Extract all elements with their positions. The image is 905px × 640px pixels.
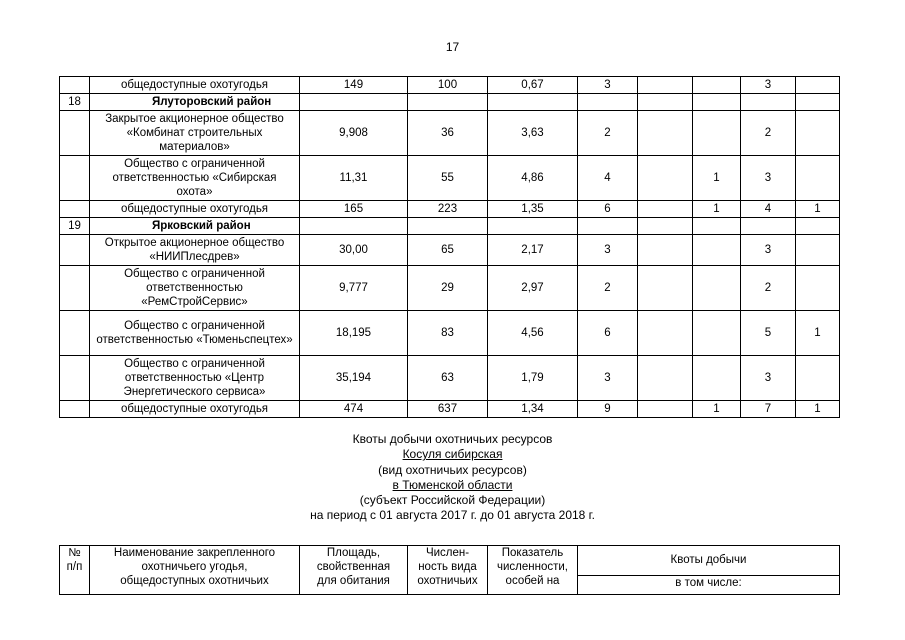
row-number xyxy=(60,201,90,218)
cell-q1 xyxy=(638,266,693,311)
cell-q3: 3 xyxy=(741,77,796,94)
cell-count: 100 xyxy=(408,77,488,94)
cell-indicator: 2,17 xyxy=(488,235,578,266)
cell-count: 36 xyxy=(408,111,488,156)
row-number xyxy=(60,266,90,311)
page-number: 17 xyxy=(445,40,460,54)
hunting-ground-name: общедоступные охотугодья xyxy=(90,77,300,94)
empty-cell xyxy=(408,218,488,235)
empty-cell xyxy=(638,94,693,111)
table-row xyxy=(60,356,840,401)
empty-cell xyxy=(638,218,693,235)
cell-area: 474 xyxy=(300,401,408,418)
cell-q2 xyxy=(693,235,741,266)
cell-indicator: 1,34 xyxy=(488,401,578,418)
cell-q3: 2 xyxy=(741,111,796,156)
cell-q3: 3 xyxy=(741,356,796,401)
cell-q_total: 4 xyxy=(578,156,638,201)
cell-q1 xyxy=(638,356,693,401)
row-number xyxy=(60,401,90,418)
table-row xyxy=(60,401,840,418)
cell-q1 xyxy=(638,235,693,266)
cell-q2 xyxy=(693,311,741,356)
cell-q1 xyxy=(638,156,693,201)
row-number xyxy=(60,311,90,356)
district-row xyxy=(60,218,840,235)
empty-cell xyxy=(300,94,408,111)
cell-indicator: 0,67 xyxy=(488,77,578,94)
hunting-ground-name: Закрытое акционерное общество «Комбинат строительных материалов» xyxy=(90,111,300,156)
empty-cell xyxy=(796,218,840,235)
empty-cell xyxy=(578,94,638,111)
heading-title: Квоты добычи охотничьих ресурсов xyxy=(352,432,553,446)
hunting-ground-name: Общество с ограниченной ответственностью «Сибирская охота» xyxy=(90,156,300,201)
cell-q_total: 3 xyxy=(578,356,638,401)
empty-cell xyxy=(741,94,796,111)
header-quota: Квоты добычи xyxy=(578,546,840,576)
header-indicator: Показатель численности, особей на xyxy=(488,546,578,595)
cell-q4 xyxy=(796,77,840,94)
species-name: Косуля сибирская xyxy=(402,447,503,462)
district-name: Ялуторовский район xyxy=(90,94,300,111)
cell-count: 65 xyxy=(408,235,488,266)
cell-q_total: 9 xyxy=(578,401,638,418)
region-name: в Тюменской области xyxy=(392,477,513,492)
quota-heading xyxy=(0,432,905,524)
row-number xyxy=(60,111,90,156)
empty-cell xyxy=(693,94,741,111)
header-count: Числен- ность вида охотничьих xyxy=(408,546,488,595)
header-including: в том числе: xyxy=(578,575,840,594)
empty-cell xyxy=(488,94,578,111)
table-row xyxy=(60,156,840,201)
cell-q2 xyxy=(693,111,741,156)
cell-q3: 7 xyxy=(741,401,796,418)
cell-q2 xyxy=(693,77,741,94)
cell-count: 29 xyxy=(408,266,488,311)
empty-cell xyxy=(693,218,741,235)
cell-q3: 2 xyxy=(741,266,796,311)
cell-indicator: 2,97 xyxy=(488,266,578,311)
cell-count: 55 xyxy=(408,156,488,201)
period-text: на период с 01 августа 2017 г. до 01 августа 2018 г. xyxy=(310,508,595,523)
row-number xyxy=(60,235,90,266)
hunting-quota-table xyxy=(59,76,840,418)
table-row xyxy=(60,201,840,218)
row-number xyxy=(60,156,90,201)
cell-q2 xyxy=(693,266,741,311)
cell-q_total: 3 xyxy=(578,235,638,266)
cell-q1 xyxy=(638,111,693,156)
cell-q4: 1 xyxy=(796,311,840,356)
cell-q1 xyxy=(638,201,693,218)
cell-indicator: 4,86 xyxy=(488,156,578,201)
cell-q_total: 3 xyxy=(578,77,638,94)
row-number: 18 xyxy=(60,94,90,111)
species-caption: (вид охотничьих ресурсов) xyxy=(378,462,527,477)
row-number xyxy=(60,356,90,401)
hunting-ground-name: Открытое акционерное общество «НИИПлесдрев» xyxy=(90,235,300,266)
cell-q_total: 2 xyxy=(578,111,638,156)
cell-q2: 1 xyxy=(693,401,741,418)
cell-q4: 1 xyxy=(796,201,840,218)
cell-q3: 5 xyxy=(741,311,796,356)
cell-indicator: 1,79 xyxy=(488,356,578,401)
cell-q4 xyxy=(796,356,840,401)
quota-header-table xyxy=(59,545,840,595)
cell-count: 83 xyxy=(408,311,488,356)
cell-q4 xyxy=(796,111,840,156)
cell-q2 xyxy=(693,356,741,401)
cell-area: 11,31 xyxy=(300,156,408,201)
hunting-ground-name: Общество с ограниченной ответственностью «Тюменьспецтех» xyxy=(90,311,300,356)
table-row xyxy=(60,77,840,94)
header-name: Наименование закрепленного охотничьего угодья, общедоступных охотничьих xyxy=(90,546,300,595)
region-caption: (субъект Российской Федерации) xyxy=(359,493,546,508)
cell-q4 xyxy=(796,156,840,201)
cell-q1 xyxy=(638,401,693,418)
hunting-ground-name: общедоступные охотугодья xyxy=(90,201,300,218)
cell-q4 xyxy=(796,235,840,266)
cell-count: 637 xyxy=(408,401,488,418)
district-row xyxy=(60,94,840,111)
cell-area: 165 xyxy=(300,201,408,218)
cell-q3: 3 xyxy=(741,156,796,201)
table-row xyxy=(60,266,840,311)
empty-cell xyxy=(796,94,840,111)
cell-indicator: 4,56 xyxy=(488,311,578,356)
cell-q_total: 6 xyxy=(578,311,638,356)
hunting-ground-name: Общество с ограниченной ответственностью «Центр Энергетического сервиса» xyxy=(90,356,300,401)
cell-area: 35,194 xyxy=(300,356,408,401)
empty-cell xyxy=(741,218,796,235)
cell-indicator: 1,35 xyxy=(488,201,578,218)
empty-cell xyxy=(488,218,578,235)
cell-q3: 4 xyxy=(741,201,796,218)
cell-q2: 1 xyxy=(693,156,741,201)
empty-cell xyxy=(300,218,408,235)
cell-q4: 1 xyxy=(796,401,840,418)
cell-indicator: 3,63 xyxy=(488,111,578,156)
cell-q1 xyxy=(638,77,693,94)
row-number xyxy=(60,77,90,94)
hunting-ground-name: общедоступные охотугодья xyxy=(90,401,300,418)
header-no: № п/п xyxy=(60,546,90,595)
cell-area: 9,777 xyxy=(300,266,408,311)
cell-q4 xyxy=(796,266,840,311)
hunting-ground-name: Общество с ограниченной ответственностью «РемСтройСервис» xyxy=(90,266,300,311)
district-name: Ярковский район xyxy=(90,218,300,235)
header-area: Площадь, свойственная для обитания xyxy=(300,546,408,595)
empty-cell xyxy=(578,218,638,235)
row-number: 19 xyxy=(60,218,90,235)
empty-cell xyxy=(408,94,488,111)
cell-q2: 1 xyxy=(693,201,741,218)
cell-count: 63 xyxy=(408,356,488,401)
table-row xyxy=(60,311,840,356)
table-row xyxy=(60,235,840,266)
cell-count: 223 xyxy=(408,201,488,218)
cell-area: 18,195 xyxy=(300,311,408,356)
cell-q1 xyxy=(638,311,693,356)
cell-area: 9,908 xyxy=(300,111,408,156)
cell-q_total: 6 xyxy=(578,201,638,218)
cell-area: 149 xyxy=(300,77,408,94)
table-row xyxy=(60,111,840,156)
cell-q_total: 2 xyxy=(578,266,638,311)
cell-q3: 3 xyxy=(741,235,796,266)
cell-area: 30,00 xyxy=(300,235,408,266)
